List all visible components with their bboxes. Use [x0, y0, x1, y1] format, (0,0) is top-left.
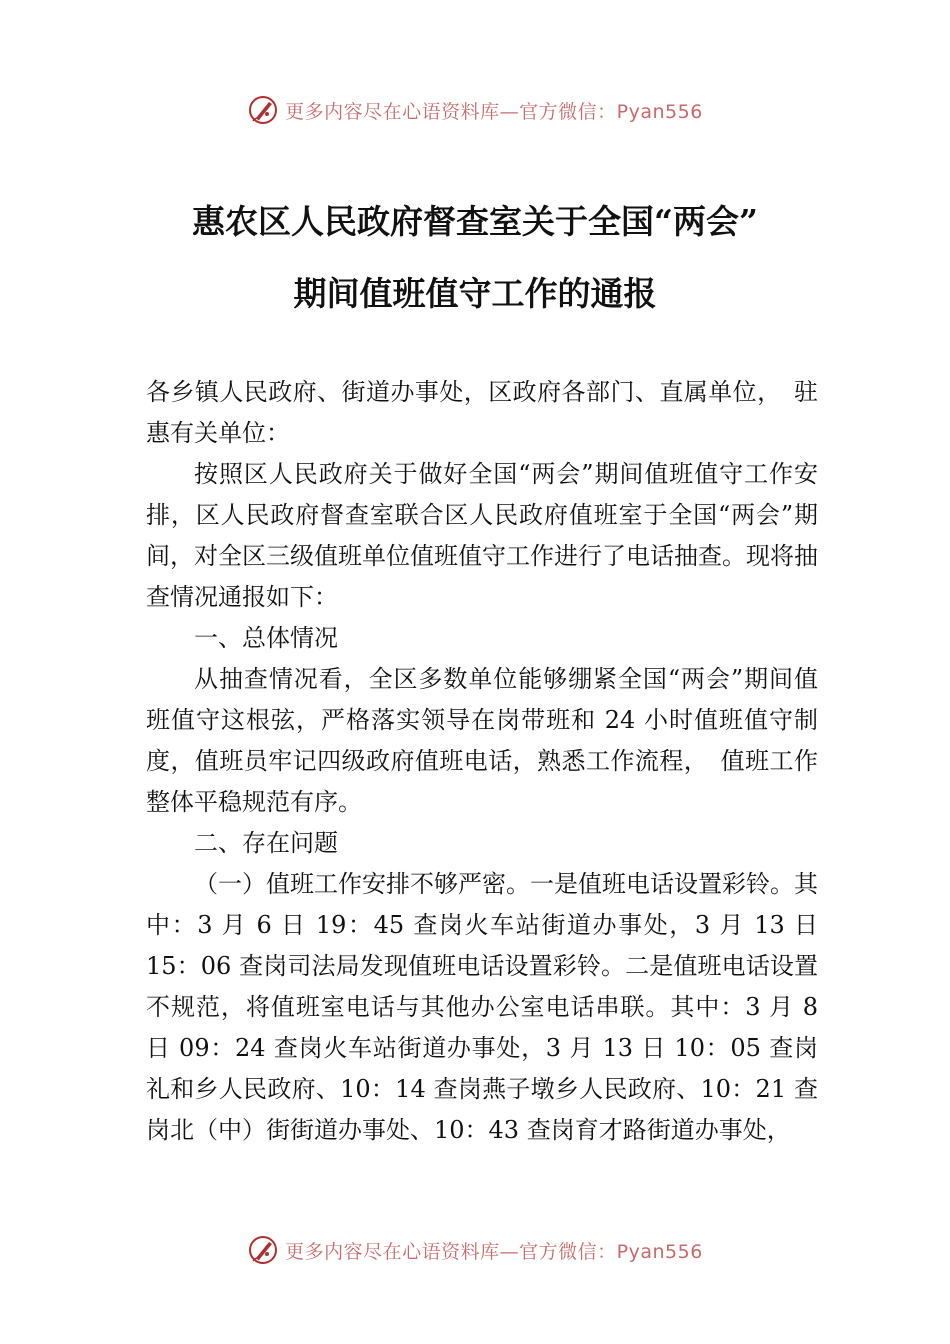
section-heading-overview: 一、总体情况: [194, 624, 338, 652]
document-title-line-1: 惠农区人民政府督查室关于全国“两会”: [192, 202, 758, 241]
footer-watermark-banner: [0, 1234, 950, 1266]
paragraph-overview: 从抽查情况看，全区多数单位能够绷紧全国“两会”期间值班值守这根弦，严格落实领导在岗带班和 24 小时值班值守制度，值班员牢记四级政府值班电话，熟悉工作流程， 值班工作整体平稳规范有序。: [146, 665, 818, 816]
header-watermark-banner: [0, 94, 950, 126]
paragraph-issue-1: （一）值班工作安排不够严密。一是值班电话设置彩铃。其中：3 月 6 日 19：45 查岗火车站街道办事处，3 月 13 日15：06 查岗司法局发现值班电话设置彩铃。二是值班电话设置不规范，将值班室电话与其他办公室电话串联。其中：3 月 8 日 09：24 查岗火车站街道办事处，3 月 13 日 10：05 查岗礼和乡人民政府、10：14 查岗燕子墩乡人民政府、10：21 查岗北（中）街街道办事处、10：43 查岗育才路街道办事处，: [146, 870, 818, 1144]
watermark-text: 更多内容尽在心语资料库—官方微信：Pyan556: [285, 1240, 703, 1263]
quill-pen-logo-icon: [247, 94, 279, 126]
document-title-line-2: 期间值班值守工作的通报: [293, 274, 657, 313]
document-body: [146, 372, 818, 1151]
salutation: 各乡镇人民政府、街道办事处，区政府各部门、直属单位， 驻惠有关单位：: [146, 378, 818, 447]
paragraph-intro: 按照区人民政府关于做好全国“两会”期间值班值守工作安排，区人民政府督查室联合区人民政府值班室于全国“两会”期间，对全区三级值班单位值班值守工作进行了电话抽查。现将抽查情况通报如下：: [146, 460, 818, 611]
section-heading-issues: 二、存在问题: [194, 829, 338, 857]
wechat-id: Pyan556: [616, 1240, 703, 1263]
watermark-text: 更多内容尽在心语资料库—官方微信：Pyan556: [285, 100, 703, 123]
wechat-id: Pyan556: [616, 100, 703, 123]
quill-pen-logo-icon: [247, 1234, 279, 1266]
